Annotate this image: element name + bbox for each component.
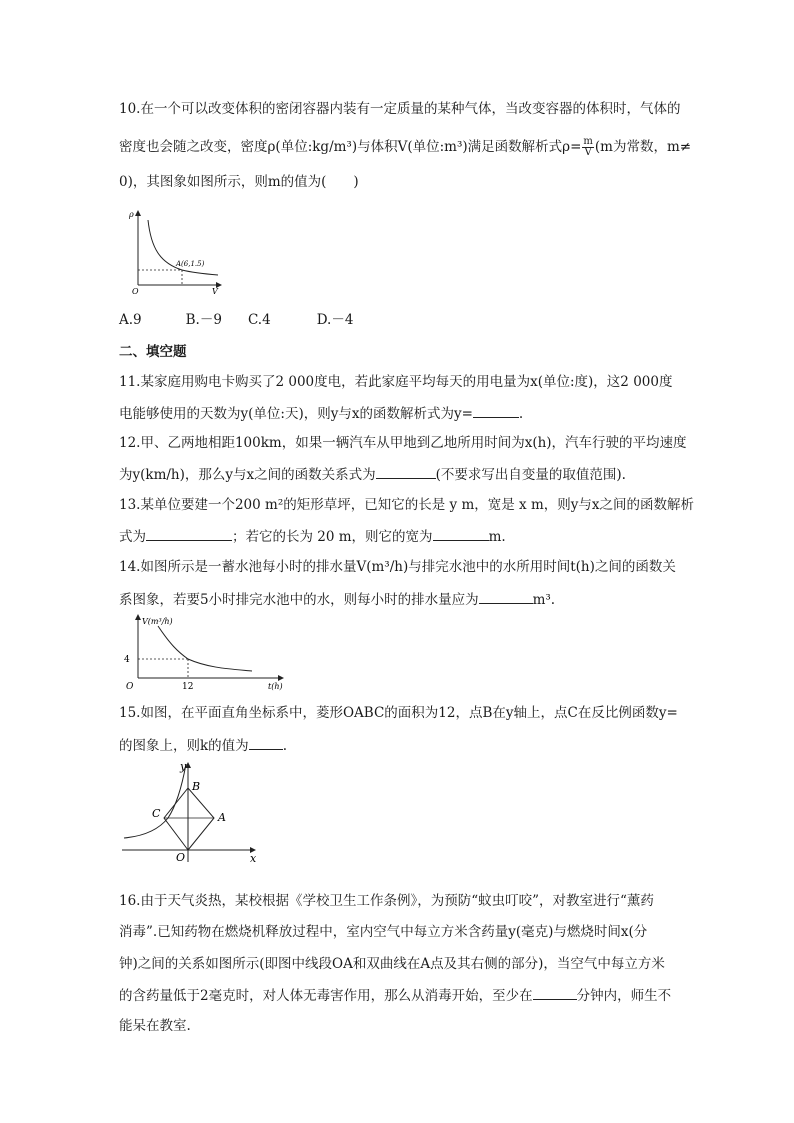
q11-line1: 11.某家庭用购电卡购买了2 000度电，若此家庭平均每天的用电量为x(单位:度)，这2 000度 [119, 374, 673, 390]
q14-answer-blank[interactable] [479, 590, 533, 604]
q10-line2-text-a: 密度也会随之改变，密度ρ(单位:kg/m³)与体积V(单位:m³)满足函数解析式ρ= [119, 139, 582, 155]
q10-graph [128, 208, 228, 294]
q15-origin: O [176, 851, 186, 864]
q14-line2-text-b: m³. [532, 592, 556, 608]
q15-line2-text-b: . [282, 738, 287, 754]
q14-line2-text-a: 系图象，若要5小时排完水池中的水，则每小时的排水量应为 [119, 592, 479, 608]
q10-options [119, 311, 353, 329]
section-title: 二、填空题 [119, 344, 187, 360]
q16-line4-text-b: 分钟内，师生不 [576, 988, 672, 1004]
q15-line2-text-a: 的图象上，则k的值为 [119, 738, 249, 754]
q14-curve [158, 626, 252, 671]
q14-y-label: V(m³/h) [142, 617, 173, 626]
q12-line2-text-a: 为y(km/h)，那么y与x之间的函数关系式为 [119, 467, 376, 483]
q15-line2 [119, 736, 287, 755]
q15-label-b: B [192, 780, 201, 793]
q10-line2-text-b: (m为常数，m≠ [594, 139, 692, 155]
q14-graph [118, 612, 294, 694]
q10-y-arrow [135, 210, 141, 216]
q15-label-c: C [152, 807, 161, 820]
q11-answer-blank[interactable] [473, 404, 519, 418]
q15-label-a: A [218, 811, 226, 824]
q16-line4 [119, 986, 671, 1005]
q16-line1: 16.由于天气炎热，某校根据《学校卫生工作条例》，为预防“蚊虫叮咬”，对教室进行“薰药 [119, 893, 654, 909]
q10-option-d: D.－4 [316, 312, 354, 328]
q11-line2-text-b: . [518, 406, 524, 422]
q13-answer-blank-2[interactable] [433, 527, 489, 541]
q10-line2 [119, 137, 691, 158]
q11-line2-text-a: 电能够使用的天数为y(单位:天)，则y与x的函数解析式为y= [119, 406, 473, 422]
q14-line1: 14.如图所示是一蓄水池每小时的排水量V(m³/h)与排完水池中的水所用时间t(h)之间的函数关 [119, 559, 676, 575]
q16-answer-blank[interactable] [533, 986, 577, 1000]
q11-line2 [119, 404, 523, 423]
q13-line2-text-a: 式为 [119, 529, 146, 545]
q16-line4-text-a: 的含药量低于2毫克时，对人体无毒害作用，那么从消毒开始，至少在 [119, 988, 533, 1004]
q12-line2-text-b: (不要求写出自变量的取值范围). [435, 467, 626, 483]
q13-line1: 13.某单位要建一个200 m²的矩形草坪，已知它的长是 y m，宽是 x m，则y与x之间的函数解析 [119, 497, 694, 513]
q14-x-label: t(h) [268, 682, 283, 691]
q13-line2-text-c: m. [488, 529, 506, 545]
q10-origin: O [132, 287, 139, 294]
q10-x-label: V [212, 287, 218, 294]
q14-y-tick: 4 [124, 655, 130, 665]
q10-frac-den: V [584, 147, 592, 158]
q12-line1: 12.甲、乙两地相距100km，如果一辆汽车从甲地到乙地所用时间为x(h)，汽车行驶的平均速度 [119, 435, 687, 451]
q13-line2 [119, 527, 506, 546]
q10-line3: 0)，其图象如图所示，则m的值为( ) [119, 174, 359, 190]
q13-line2-text-b: ；若它的长为 20 m，则它的宽为 [232, 529, 433, 545]
q15-y-label: y [180, 760, 187, 773]
q14-x-arrow [278, 675, 284, 681]
q10-fraction [582, 137, 593, 158]
q10-point-label: A(6,1.5) [176, 260, 205, 268]
q15-line1: 15.如图，在平面直角坐标系中，菱形OABC的面积为12，点B在y轴上，点C在反比例函数y= [119, 705, 678, 721]
q14-y-arrow [135, 614, 141, 620]
q15-answer-blank[interactable] [249, 736, 283, 750]
q16-line2: 消毒”.已知药物在燃烧机释放过程中，室内空气中每立方米含药量y(毫克)与燃烧时间x(分 [119, 924, 648, 940]
q14-line2 [119, 590, 555, 609]
q15-graph [118, 758, 264, 866]
q12-line2 [119, 465, 626, 484]
q10-option-a: A.9 [119, 312, 142, 328]
q15-rhombus [164, 788, 214, 850]
q10-option-c: C.4 [247, 312, 271, 328]
q15-x-label: x [250, 852, 257, 865]
q10-y-label: ρ [129, 210, 134, 219]
q10-option-b: B.－9 [185, 312, 222, 328]
q14-origin: O [126, 682, 134, 692]
q10-frac-num: m [583, 136, 593, 147]
q15-hyperbola [124, 764, 186, 838]
q13-answer-blank-1[interactable] [146, 527, 232, 541]
q10-line1: 10.在一个可以改变体积的密闭容器内装有一定质量的某种气体，当改变容器的体积时，气体的 [119, 101, 681, 117]
q16-line5: 能呆在教室. [119, 1018, 191, 1034]
q14-x-tick: 12 [182, 682, 194, 692]
q16-line3: 钟)之间的关系如图所示(即图中线段OA和双曲线在A点及其右侧的部分)，当空气中每立方米 [119, 956, 665, 972]
q12-answer-blank[interactable] [376, 465, 436, 479]
